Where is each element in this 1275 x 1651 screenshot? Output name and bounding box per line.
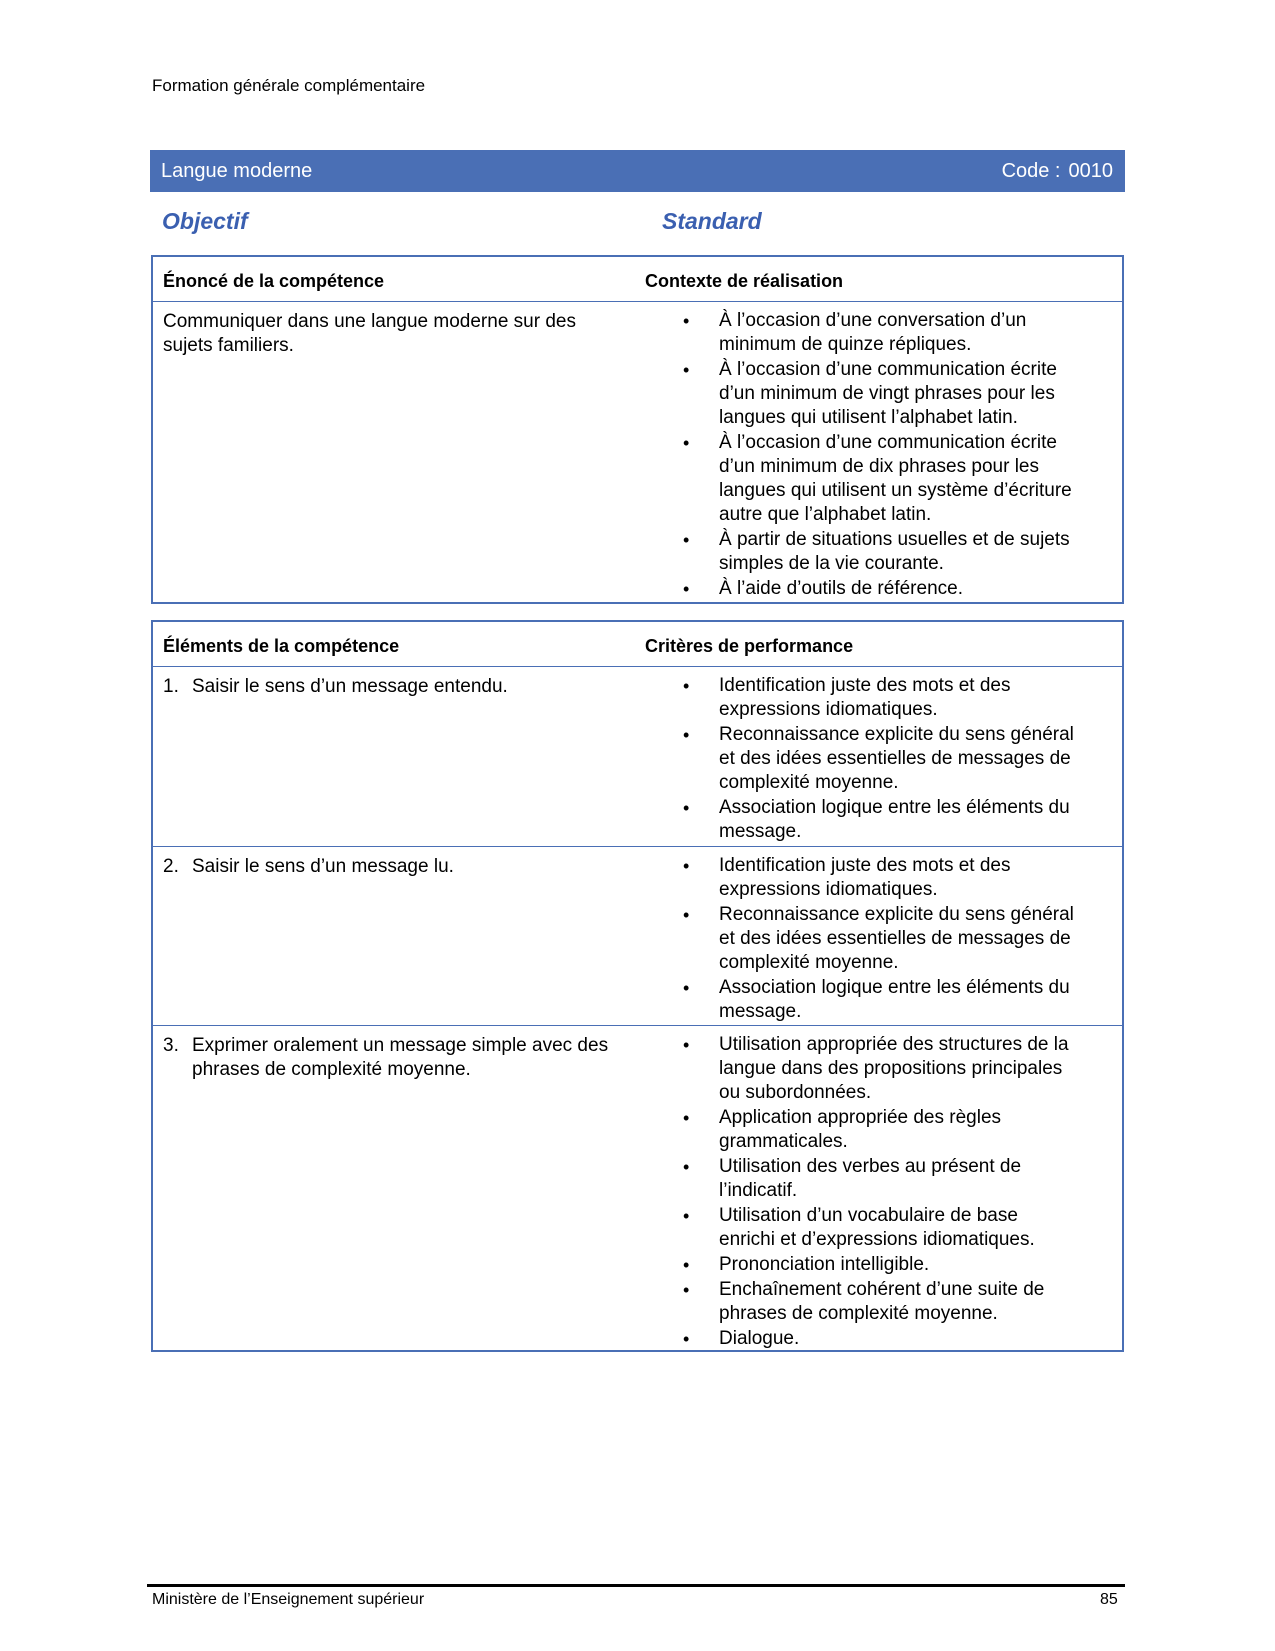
bullet-dot: • (683, 725, 690, 745)
element-text: Exprimer oralement un message simple avec des phrases de complexité moyenne. (192, 1035, 609, 1080)
bullet-item (683, 976, 1078, 1024)
elements-heading: Éléments de la compétence (163, 636, 400, 656)
bullet-dot: • (683, 978, 690, 998)
bullet-dot: • (683, 1329, 690, 1349)
competency-statement-section (151, 255, 1124, 604)
bullet-dot: • (683, 905, 690, 925)
bullet-item (683, 528, 1078, 576)
bullet-text: À l’occasion d’une communication écrite d’un minimum de vingt phrases pour les langues qui utilisent l’alphabet latin. (719, 359, 1057, 428)
element-number: 1. (163, 676, 179, 697)
bullet-text: Utilisation des verbes au présent de l’indicatif. (719, 1156, 1022, 1201)
bullet-text: Enchaînement cohérent d’une suite de phrases de complexité moyenne. (719, 1279, 1045, 1324)
bullet-dot: • (683, 1255, 690, 1275)
criteria-bullet-list (683, 854, 1078, 1025)
running-header: Formation générale complémentaire (152, 76, 426, 95)
bullet-item (683, 1278, 1078, 1326)
bullet-item (683, 1204, 1078, 1252)
performance-section (151, 620, 1124, 1352)
element-number: 2. (163, 856, 179, 877)
bullet-dot: • (683, 433, 690, 453)
bullet-dot: • (683, 1157, 690, 1177)
bullet-item (683, 1033, 1078, 1105)
bullet-text: À partir de situations usuelles et de sujets simples de la vie courante. (719, 529, 1070, 574)
bullet-text: À l’occasion d’une communication écrite d’un minimum de dix phrases pour les langues qui utilisent un système d’écriture autre que l’alphabet latin. (719, 432, 1072, 525)
bullet-item (683, 1327, 1078, 1351)
bullet-item (683, 674, 1078, 722)
footer-rule (147, 1584, 1125, 1587)
bullet-dot: • (683, 1108, 690, 1128)
page-number: 85 (1100, 1591, 1118, 1608)
context-heading: Contexte de réalisation (645, 271, 844, 291)
bullet-text: Identification juste des mots et des expressions idiomatiques. (719, 675, 1011, 720)
bullet-text: À l’occasion d’une conversation d’un minimum de quinze répliques. (719, 310, 1027, 355)
section-header (153, 622, 1122, 667)
context-bullet-list (683, 309, 1078, 602)
bullet-item (683, 1253, 1078, 1277)
element-number: 3. (163, 1035, 179, 1056)
bullet-text: Identification juste des mots et des expressions idiomatiques. (719, 855, 1011, 900)
bullet-text: Association logique entre les éléments du message. (719, 977, 1070, 1022)
course-code-value: 0010 (1068, 159, 1113, 182)
bullet-text: Application appropriée des règles grammaticales. (719, 1107, 1002, 1152)
bullet-text: Association logique entre les éléments du message. (719, 797, 1070, 842)
bullet-dot: • (683, 676, 690, 696)
bullet-item (683, 723, 1078, 795)
element-text: Saisir le sens d’un message lu. (192, 856, 454, 877)
bullet-item (683, 358, 1078, 430)
criteria-bullet-list (683, 1033, 1078, 1352)
bullet-dot: • (683, 530, 690, 550)
bullet-text: Utilisation d’un vocabulaire de base enrichi et d’expressions idiomatiques. (719, 1205, 1035, 1250)
bullet-item (683, 309, 1078, 357)
bullet-item (683, 854, 1078, 902)
bullet-dot: • (683, 579, 690, 599)
element-row (153, 1026, 1122, 1350)
bullet-text: Reconnaissance explicite du sens général et des idées essentielles de messages de complexité moyenne. (719, 724, 1074, 793)
bullet-dot: • (683, 856, 690, 876)
bullet-item (683, 577, 1078, 601)
objective-standard-row (160, 208, 1120, 238)
element-row (153, 847, 1122, 1026)
element-text: Saisir le sens d’un message entendu. (192, 676, 508, 697)
course-code (1002, 160, 1113, 183)
competency-statement-heading: Énoncé de la compétence (163, 271, 385, 291)
bullet-text: Reconnaissance explicite du sens général et des idées essentielles de messages de complexité moyenne. (719, 904, 1074, 973)
bullet-dot: • (683, 311, 690, 331)
bullet-item (683, 1155, 1078, 1203)
statement-row (153, 302, 1122, 602)
bullet-dot: • (683, 798, 690, 818)
bullet-item (683, 796, 1078, 844)
bullet-dot: • (683, 1035, 690, 1055)
bullet-text: Dialogue. (719, 1328, 800, 1349)
bullet-text: Prononciation intelligible. (719, 1254, 930, 1275)
bullet-item (683, 431, 1078, 527)
course-title-bar (150, 150, 1125, 192)
section-header (153, 257, 1122, 302)
course-title: Langue moderne (161, 159, 313, 182)
bullet-text: Utilisation appropriée des structures de la langue dans des propositions principales ou subordonnées. (719, 1034, 1069, 1103)
bullet-dot: • (683, 360, 690, 380)
bullet-dot: • (683, 1280, 690, 1300)
element-row (153, 667, 1122, 847)
criteria-heading: Critères de performance (645, 636, 854, 656)
objective-heading: Objectif (162, 208, 248, 234)
standard-heading: Standard (662, 208, 762, 234)
bullet-dot: • (683, 1206, 690, 1226)
bullet-item (683, 1106, 1078, 1154)
competency-statement: Communiquer dans une langue moderne sur des sujets familiers. (163, 311, 576, 356)
bullet-item (683, 903, 1078, 975)
course-code-label: Code : (1001, 159, 1061, 182)
criteria-bullet-list (683, 674, 1078, 845)
bullet-text: À l’aide d’outils de référence. (719, 578, 963, 599)
footer-ministry: Ministère de l’Enseignement supérieur (152, 1591, 425, 1608)
